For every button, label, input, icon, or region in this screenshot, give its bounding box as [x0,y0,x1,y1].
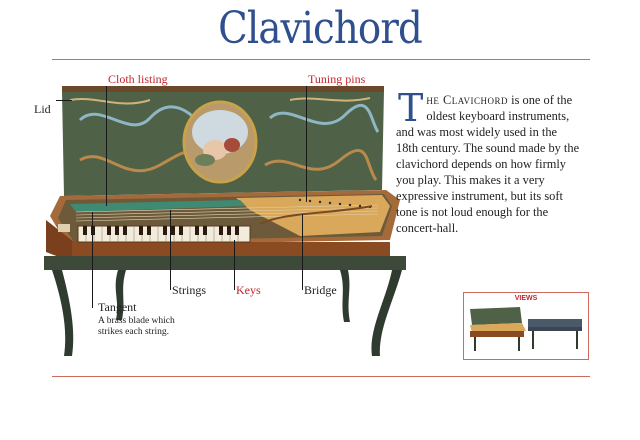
views-label: VIEWS [514,295,538,302]
tangent-desc-line1: A brass blade which [98,316,175,326]
page-title: Clavichord [218,3,422,54]
cloth-listing-leader [106,86,107,206]
tangent-desc-line2: strikes each string. [98,327,169,337]
tangent-leader [92,212,93,308]
dropcap: T [398,86,424,130]
strings-leader [170,210,171,290]
description-text [396,86,582,236]
views-thumbnail [464,293,588,359]
description-body: is one of the oldest keyboard instruments, and was most widely used in the 18th century. The sound made by the clavichord depends on how firmly you play. This makes it a very expressive instrument, but its soft tone is not loud enough for the concert-hall. [396,93,580,235]
tangent-label[interactable]: Tangent [98,300,137,314]
bridge-leader [302,214,303,290]
tangent-description [98,316,175,338]
keys-label[interactable]: Keys [236,283,261,297]
strings-label[interactable]: Strings [172,283,207,297]
views-button[interactable] [463,292,589,360]
keys-leader [234,240,235,290]
tuning-pins-leader [306,86,307,202]
description-lead: he Clavichord [426,93,509,107]
bridge-label[interactable]: Bridge [304,283,337,297]
lid-label: Lid [34,102,51,116]
bottom-divider [52,376,590,377]
lid-leader [56,100,72,101]
lid-panel [62,86,384,196]
tuning-pins-label[interactable]: Tuning pins [308,72,366,86]
cloth-listing-label[interactable]: Cloth listing [108,72,168,86]
